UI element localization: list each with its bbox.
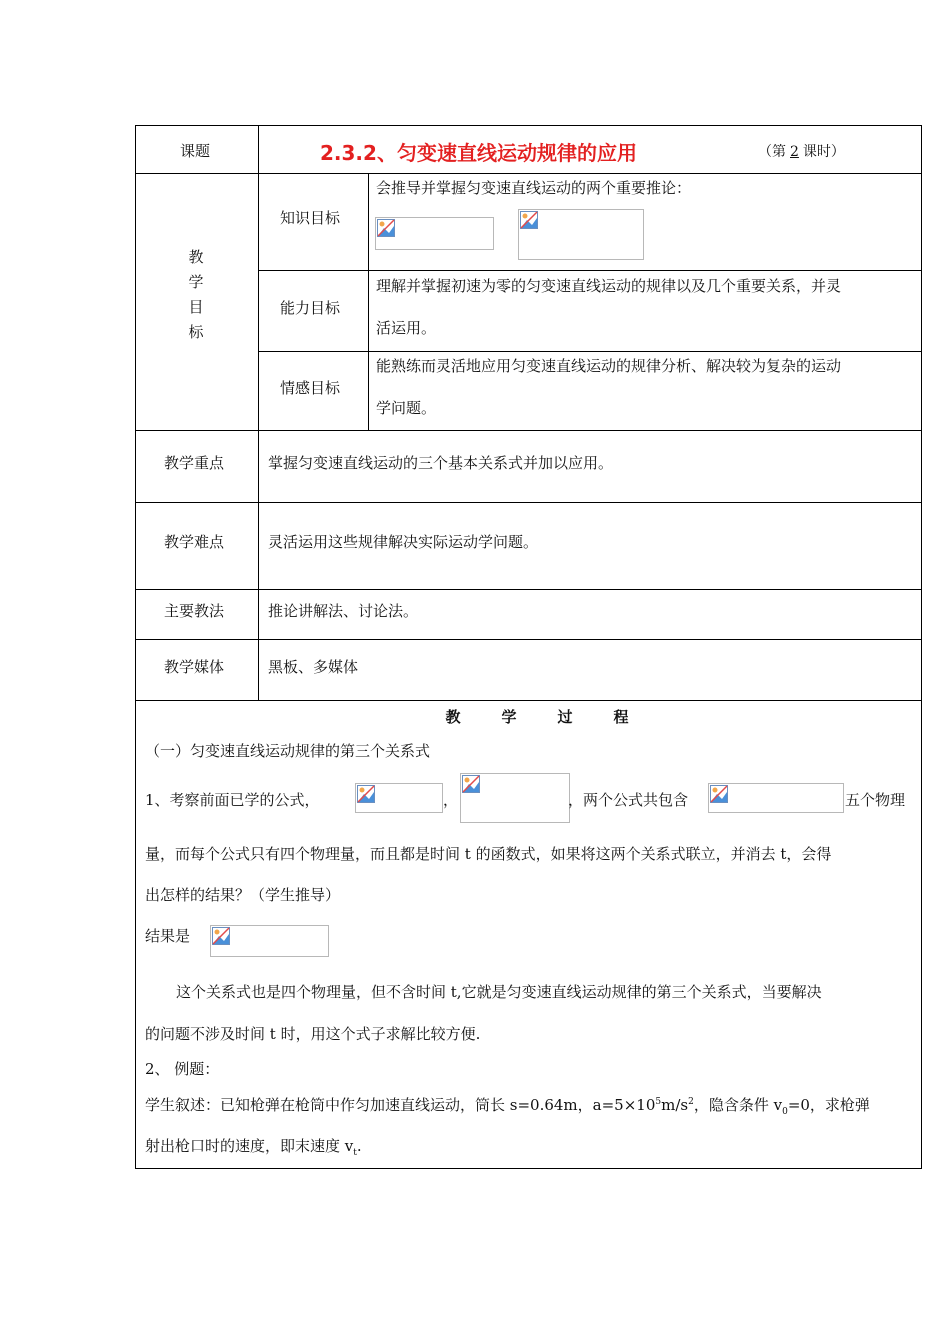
period-prefix: （第 <box>758 144 786 160</box>
media-label: 教学媒体 <box>164 658 225 676</box>
paragraph-1-comma: ， <box>443 791 459 809</box>
row-divider-6 <box>135 700 922 701</box>
period-number: 2 <box>790 144 799 160</box>
formula-image <box>460 773 570 823</box>
example-line-2 <box>145 1135 362 1158</box>
row-divider-2 <box>135 430 922 431</box>
key-point-label: 教学重点 <box>164 454 225 472</box>
difficulty-text: 灵活运用这些规律解决实际运动学问题。 <box>268 533 539 551</box>
emotion-goal-label: 情感目标 <box>280 379 341 397</box>
col-divider-goals <box>368 173 369 431</box>
broken-image-icon <box>377 219 395 237</box>
page-title: 2.3.2、匀变速直线运动规律的应用 <box>320 141 637 165</box>
process-heading-char: 教 <box>445 708 461 726</box>
difficulty-label: 教学难点 <box>164 533 225 551</box>
method-text: 推论讲解法、讨论法。 <box>268 602 419 620</box>
media-text: 黑板、多媒体 <box>268 658 359 676</box>
example-text: 学生叙述：已知枪弹在枪筒中作匀加速直线运动，筒长 s=0.64m，a=5×10 <box>145 1096 656 1114</box>
paragraph-1-line-2: 量，而每个公式只有四个物理量，而且都是时间 t 的函数式，如果将这两个关系式联立，并消去 t，会得 <box>145 845 832 863</box>
method-label: 主要教法 <box>164 602 225 620</box>
row-divider-goal-1 <box>258 270 922 271</box>
goals-label-char: 标 <box>188 323 204 341</box>
paragraph-2-line-2: 的问题不涉及时间 t 时，用这个式子求解比较方便. <box>145 1025 481 1043</box>
topic-label: 课题 <box>180 142 211 160</box>
paragraph-1-a: 1、考察前面已学的公式， <box>145 791 320 809</box>
broken-image-icon <box>212 927 230 945</box>
col-divider-main <box>258 125 259 701</box>
ability-goal-text-1: 理解并掌握初速为零的匀变速直线运动的规律以及几个重要关系，并灵 <box>376 277 842 295</box>
formula-image <box>518 209 644 260</box>
goals-label-char: 学 <box>188 273 204 291</box>
process-heading-char: 程 <box>613 708 629 726</box>
exponent: 2 <box>688 1097 694 1107</box>
table-border-bottom <box>135 1168 922 1169</box>
formula-image <box>210 925 329 957</box>
broken-image-icon <box>462 775 480 793</box>
process-heading <box>425 706 649 727</box>
example-text: ，隐含条件 v <box>693 1096 783 1114</box>
goals-label <box>186 245 206 345</box>
formula-image <box>708 783 844 813</box>
paragraph-1-c: 五个物理 <box>845 791 906 809</box>
subscript: 0 <box>782 1107 788 1117</box>
row-divider-goal-2 <box>258 351 922 352</box>
emotion-goal-text-1: 能熟练而灵活地应用匀变速直线运动的规律分析、解决较为复杂的运动 <box>376 357 842 375</box>
table-border-left <box>135 125 136 1169</box>
ability-goal-text-2: 活运用。 <box>376 319 437 337</box>
table-border-right <box>921 125 922 1169</box>
broken-image-icon <box>520 211 538 229</box>
process-heading-char: 过 <box>557 708 573 726</box>
table-border-top <box>135 125 922 126</box>
paragraph-1-line-3: 出怎样的结果？（学生推导） <box>145 886 341 904</box>
formula-image <box>375 217 494 250</box>
section-heading: （一）匀变速直线运动规律的第三个关系式 <box>145 742 431 760</box>
example-text: =0，求枪弹 <box>787 1096 870 1114</box>
formula-image <box>355 783 443 813</box>
ability-goal-label: 能力目标 <box>280 299 341 317</box>
broken-image-icon <box>357 785 375 803</box>
paragraph-1-b: ，两个公式共包含 <box>568 791 689 809</box>
subscript: t <box>353 1148 357 1158</box>
emotion-goal-text-2: 学问题。 <box>376 399 437 417</box>
knowledge-goal-text: 会推导并掌握匀变速直线运动的两个重要推论： <box>376 179 692 197</box>
example-text: m/s <box>661 1096 689 1114</box>
goals-label-char: 目 <box>188 298 204 316</box>
paragraph-2-line-1: 这个关系式也是四个物理量，但不含时间 t,它就是匀变速直线运动规律的第三个关系式，当要解决 <box>176 983 822 1001</box>
row-divider-3 <box>135 502 922 503</box>
process-heading-char: 学 <box>501 708 517 726</box>
goals-label-char: 教 <box>188 248 204 266</box>
example-text: . <box>356 1137 362 1155</box>
example-line-1 <box>145 1094 870 1117</box>
row-divider-1 <box>135 173 922 174</box>
row-divider-5 <box>135 639 922 640</box>
result-label: 结果是 <box>145 927 191 945</box>
example-text: 射出枪口时的速度，即末速度 v <box>145 1137 354 1155</box>
exponent: 5 <box>655 1097 662 1107</box>
period-note <box>758 141 845 161</box>
key-point-text: 掌握匀变速直线运动的三个基本关系式并加以应用。 <box>268 454 614 472</box>
row-divider-4 <box>135 589 922 590</box>
broken-image-icon <box>710 785 728 803</box>
knowledge-goal-label: 知识目标 <box>280 209 341 227</box>
example-label: 2、 例题： <box>145 1060 220 1078</box>
period-suffix: 课时） <box>802 144 845 160</box>
